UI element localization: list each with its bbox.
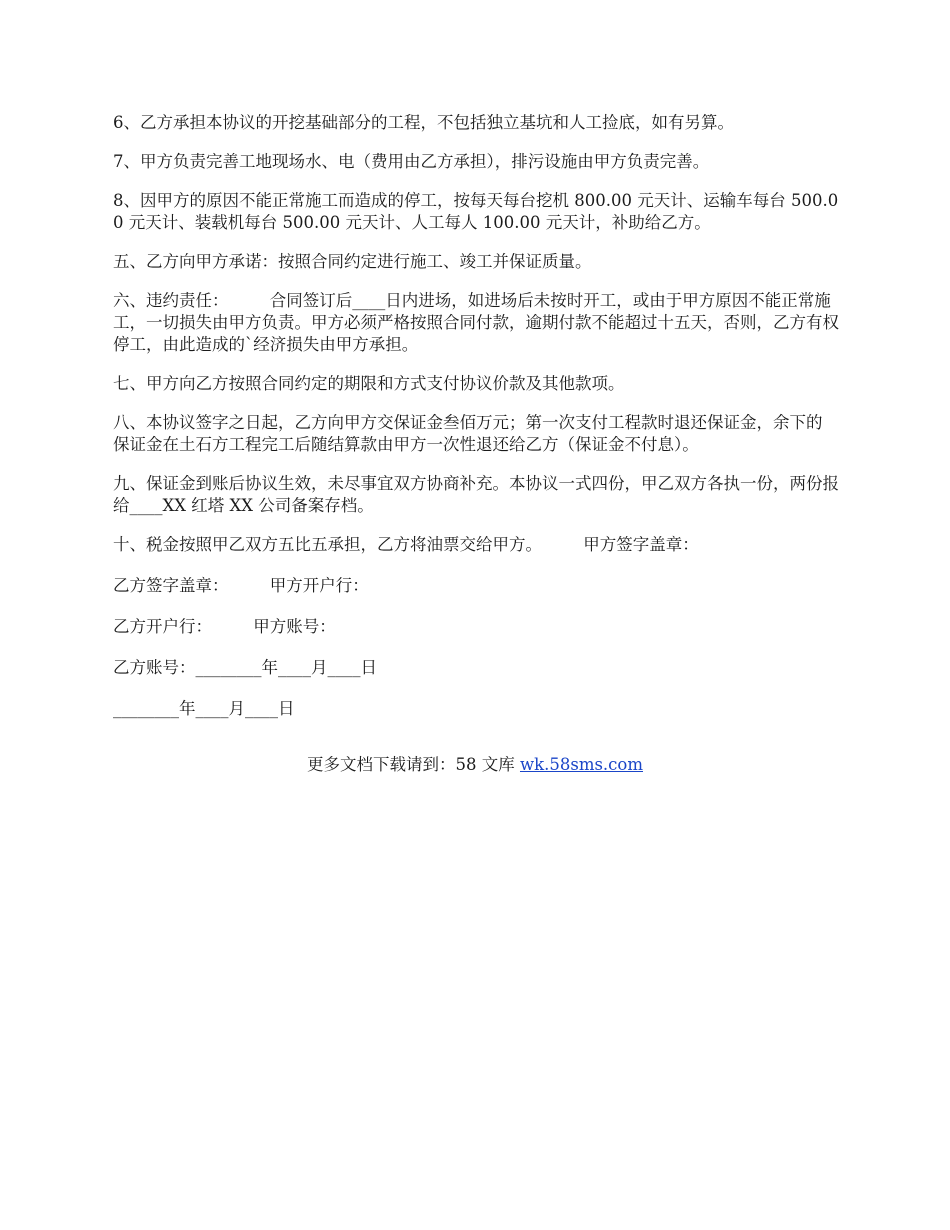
account-date-line-b: 乙方账号：________年____月____日 — [113, 658, 377, 677]
clause-7: 7、甲方负责完善工地现场水、电（费用由乙方承担），排污设施由甲方负责完善。 — [113, 152, 710, 171]
document-body — [113, 112, 843, 739]
bank-line-b: 乙方开户行： 甲方账号： — [113, 617, 336, 636]
section-8-deposit: 八、本协议签字之日起，乙方向甲方交保证金叁佰万元；第一次支付工程款时退还保证金，余下的 保证金在土石方工程完工后随结算款由甲方一次性退还给乙方（保证金不付息）。 — [113, 413, 828, 454]
footer-text: 更多文档下载请到：58 文库 — [306, 755, 520, 774]
signature-line-b: 乙方签字盖章： 甲方开户行： — [113, 576, 369, 595]
date-line: ________年____月____日 — [113, 699, 295, 718]
section-7: 七、甲方向乙方按照合同约定的期限和方式支付协议价款及其他款项。 — [113, 374, 625, 393]
section-6-liability: 六、违约责任： 合同签订后____日内进场，如进场后未按时开工，或由于甲方原因不能正常施工，一切损失由甲方负责。甲方必须严格按照合同付款，逾期付款不能超过十五天，否则，乙方有权停工，由此造成的`经济损失由甲方承担。 — [113, 291, 839, 354]
section-10-tax: 十、税金按照甲乙双方五比五承担，乙方将油票交给甲方。 甲方签字盖章： — [113, 535, 699, 554]
section-5: 五、乙方向甲方承诺：按照合同约定进行施工、竣工并保证质量。 — [113, 252, 592, 271]
clause-8: 8、因甲方的原因不能正常施工而造成的停工，按每天每台挖机 800.00 元天计、运输车每台 500.00 元天计、装载机每台 500.00 元天计、人工每人 100.00 元天计，补助给乙方。 — [113, 191, 839, 232]
clause-6: 6、乙方承担本协议的开挖基础部分的工程，不包括独立基坑和人工捡底，如有另算。 — [113, 113, 734, 132]
section-9-effective: 九、保证金到账后协议生效，未尽事宜双方协商补充。本协议一式四份，甲乙双方各执一份，两份报给____XX 红塔 XX 公司备案存档。 — [113, 474, 839, 515]
footer-download-note — [0, 754, 950, 776]
footer-link[interactable]: wk.58sms.com — [519, 755, 643, 774]
